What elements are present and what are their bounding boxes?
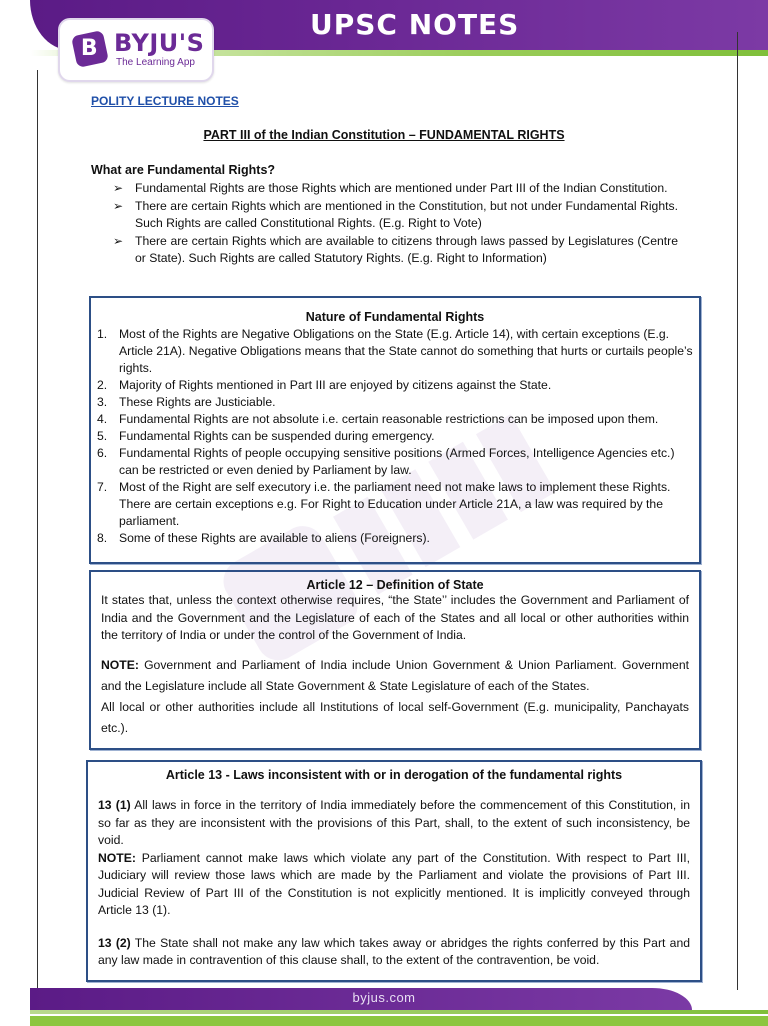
- list-item-text: Most of the Right are self executory i.e. the parliament need not make laws to implement these Rights. There are certain exceptions e.g. For Right to Education under Article 21A, a law was required by the parliament.: [119, 480, 671, 528]
- logo-tagline: The Learning App: [116, 57, 195, 68]
- bullet-text: There are certain Rights which are available to citizens through laws passed by Legislatures (Centre or State). Such Rights are called Statutory Rights. (E.g. Right to Information): [135, 233, 678, 265]
- list-item-text: Most of the Rights are Negative Obligations on the State (E.g. Article 14), with certain exceptions (E.g. Article 21A). Negative Obligations means that the State cannot do something that hurts or curtails people’s rights.: [119, 327, 693, 375]
- list-number: 5.: [97, 429, 108, 443]
- article-13-title: Article 13 - Laws inconsistent with or in derogation of the fundamental rights: [165, 768, 623, 782]
- article-13-clause-2: [98, 935, 690, 970]
- article-12-body: It states that, unless the context otherwise requires, “the State’’ includes the Government and Parliament of India and the Government and the Legislature of each of the States and all local or other authorities within the territory of India or under the control of the Government of India.: [101, 593, 689, 642]
- list-item: [97, 394, 693, 411]
- article-12-title: Article 12 – Definition of State: [306, 578, 484, 592]
- polity-lecture-notes-link[interactable]: POLITY LECTURE NOTES: [91, 94, 239, 108]
- list-item: [113, 233, 678, 268]
- spacer: [98, 920, 690, 935]
- bullet-text: Fundamental Rights are those Rights which are mentioned under Part III of the Indian Constitution.: [135, 181, 668, 195]
- list-item-text: Fundamental Rights can be suspended during emergency.: [119, 429, 435, 443]
- byjus-logo-icon: [71, 30, 109, 68]
- article-13-box: [86, 760, 702, 982]
- list-item: [97, 411, 693, 428]
- spacer: [98, 782, 690, 797]
- list-item-text: Fundamental Rights of people occupying sensitive positions (Armed Forces, Intelligence Agencies etc.) can be restricted or even denied by Parliament by law.: [119, 446, 675, 477]
- footer-green-band: [30, 1016, 768, 1026]
- list-number: 2.: [97, 378, 108, 392]
- logo-name: BYJU'S: [114, 29, 205, 57]
- note-text-2: All local or other authorities include all Institutions of local self-Government (E.g. municipality, Panchayats etc.).: [101, 699, 689, 735]
- left-margin-rule: [37, 70, 38, 990]
- list-item: [113, 198, 678, 233]
- list-item: [97, 530, 693, 547]
- list-item: [97, 377, 693, 394]
- list-item-text: These Rights are Justiciable.: [119, 395, 276, 409]
- list-item-text: Some of these Rights are available to aliens (Foreigners).: [119, 531, 430, 545]
- nature-list: [97, 326, 693, 547]
- logo-glyph: B: [80, 36, 98, 62]
- page-footer: [0, 982, 768, 1024]
- arrow-bullet-icon: ➢: [113, 233, 124, 248]
- clause-label: 13 (2): [98, 935, 131, 950]
- nature-box-title: Nature of Fundamental Rights: [305, 310, 485, 324]
- footer-url[interactable]: byjus.com: [352, 990, 416, 1005]
- article-13-clause-1: [98, 797, 690, 850]
- definition-bullet-list: [113, 180, 678, 268]
- nature-of-rights-box: [89, 296, 701, 564]
- list-item: [97, 428, 693, 445]
- list-number: 3.: [97, 395, 108, 409]
- list-number: 7.: [97, 480, 108, 494]
- list-item: [97, 445, 693, 479]
- list-item: [97, 326, 693, 377]
- note-text: Government and Parliament of India include Union Government & Union Parliament. Government and the Legislature include all State Government & State Legislature of each of the States.: [101, 657, 689, 693]
- page-header: [0, 0, 768, 90]
- article-13-note: [98, 850, 690, 920]
- clause-text: The State shall not make any law which takes away or abridges the rights conferred by this Part and any law made in contravention of this clause shall, to the extent of the contravention, be void.: [98, 935, 690, 967]
- header-title: UPSC NOTES: [310, 8, 520, 41]
- footer-green-stripe: [30, 1010, 768, 1014]
- list-number: 4.: [97, 412, 108, 426]
- right-margin-rule: [737, 32, 738, 990]
- byjus-logo[interactable]: [58, 18, 214, 82]
- list-number: 8.: [97, 531, 108, 545]
- list-item: [97, 479, 693, 530]
- article-12-box: [89, 570, 701, 750]
- clause-label: 13 (1): [98, 798, 131, 812]
- list-item-text: Majority of Rights mentioned in Part III are enjoyed by citizens against the State.: [119, 378, 552, 392]
- bullet-text: There are certain Rights which are mentioned in the Constitution, but not under Fundamental Rights. Such Rights are called Constitutional Rights. (E.g. Right to Vote): [135, 198, 678, 230]
- note-text: Parliament cannot make laws which violate any part of the Constitution. With respect to Part III, Judiciary will review those laws which are made by the Parliament and violate the provisions of Part III. Judicial Review of Part III of the Constitution is not explicitly mentioned. It is implicitly conveyed through Article 13 (1).: [98, 850, 690, 917]
- arrow-bullet-icon: ➢: [113, 181, 124, 195]
- article-12-note: [101, 655, 689, 739]
- list-item: [113, 180, 678, 198]
- list-item-text: Fundamental Rights are not absolute i.e. certain reasonable restrictions can be imposed upon them.: [119, 412, 659, 426]
- note-label: NOTE:: [101, 657, 139, 672]
- part-title: PART III of the Indian Constitution – FUNDAMENTAL RIGHTS: [203, 128, 565, 142]
- clause-text: All laws in force in the territory of India immediately before the commencement of this Constitution, in so far as they are inconsistent with the provisions of this Part, shall, to the extent of such inconsistency, be void.: [98, 798, 691, 847]
- note-label: NOTE:: [98, 850, 136, 865]
- list-number: 6.: [97, 446, 108, 460]
- arrow-bullet-icon: ➢: [113, 198, 124, 213]
- section-question: What are Fundamental Rights?: [91, 163, 276, 177]
- list-number: 1.: [97, 327, 108, 341]
